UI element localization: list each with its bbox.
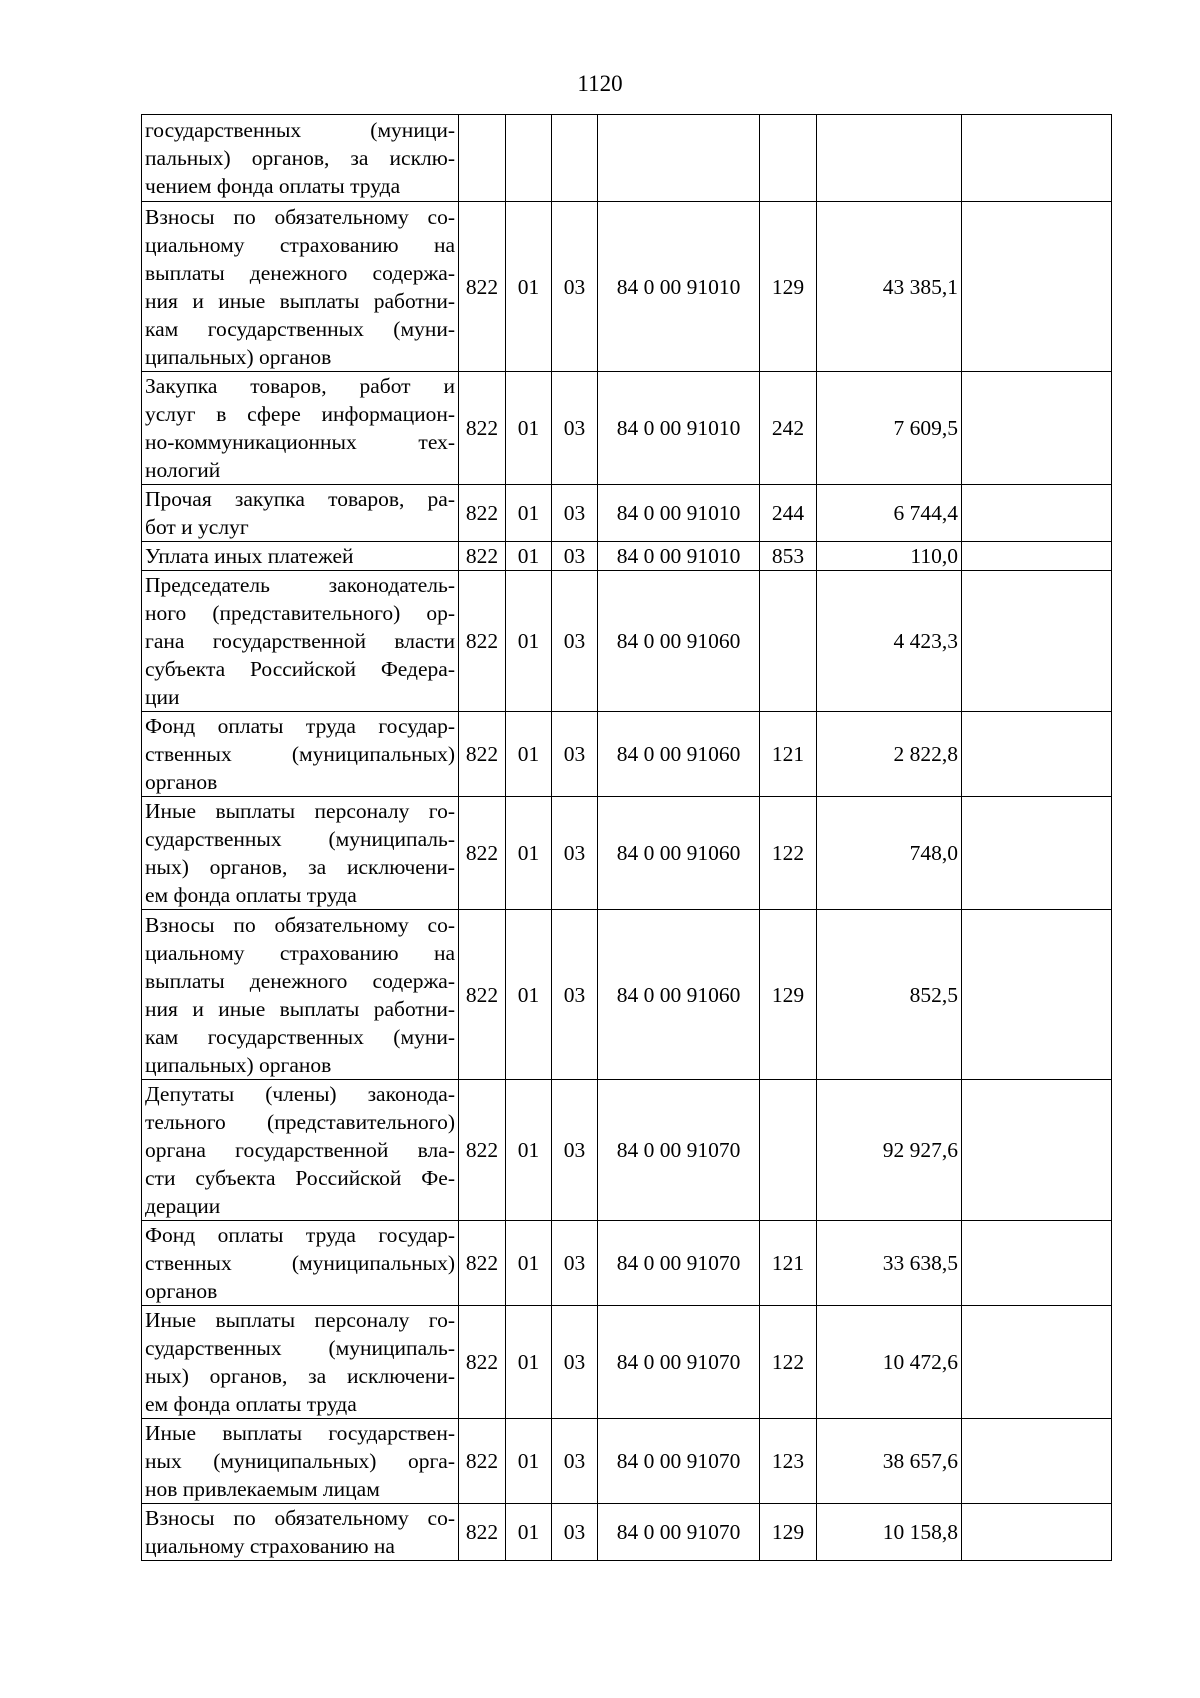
amount-cell: 6 744,4 xyxy=(817,485,962,542)
ministry-code-cell: 822 xyxy=(459,1504,506,1561)
item-name-line: Депутаты (члены) законода- xyxy=(145,1082,455,1106)
section-code-cell xyxy=(506,115,552,202)
section-code-cell: 01 xyxy=(506,1306,552,1419)
extra-amount-cell xyxy=(962,797,1112,910)
item-name-line: кам государственных (муни- xyxy=(145,316,455,341)
section-code-cell: 01 xyxy=(506,202,552,372)
subsection-code-cell: 03 xyxy=(552,1221,598,1306)
ministry-code-cell: 822 xyxy=(459,542,506,571)
expense-type-cell: 853 xyxy=(760,542,817,571)
item-name-line: органа государственной вла- xyxy=(145,1138,455,1162)
target-article-cell: 84 0 00 91010 xyxy=(598,542,760,571)
item-name-line: дерации xyxy=(145,1194,221,1218)
item-name-line: сти субъекта Российской Фе- xyxy=(145,1166,455,1190)
section-code-cell: 01 xyxy=(506,571,552,712)
ministry-code-cell: 822 xyxy=(459,910,506,1080)
expense-type-cell xyxy=(760,115,817,202)
item-name-line: Председатель законодатель- xyxy=(145,573,455,597)
item-name-line: нологий xyxy=(145,458,221,482)
amount-cell: 92 927,6 xyxy=(817,1080,962,1221)
target-article-cell: 84 0 00 91010 xyxy=(598,202,760,372)
extra-amount-cell xyxy=(962,910,1112,1080)
item-name-line: ции xyxy=(145,685,180,709)
amount-cell: 10 158,8 xyxy=(817,1504,962,1561)
item-name-line: ципальных) органов xyxy=(145,1052,332,1077)
item-name-line: но-коммуникационных тех- xyxy=(145,430,455,454)
subsection-code-cell xyxy=(552,115,598,202)
item-name-line: Взносы по обязательному со- xyxy=(145,204,455,229)
section-code-cell: 01 xyxy=(506,1504,552,1561)
target-article-cell xyxy=(598,115,760,202)
amount-cell: 4 423,3 xyxy=(817,571,962,712)
item-name-line: нов привлекаемым лицам xyxy=(145,1477,380,1501)
ministry-code-cell: 822 xyxy=(459,712,506,797)
item-name-line: Иные выплаты персоналу го- xyxy=(145,799,455,823)
amount-cell: 2 822,8 xyxy=(817,712,962,797)
table-row xyxy=(142,1221,1112,1306)
item-name-line: выплаты денежного содержа- xyxy=(145,260,455,285)
item-name-line: ных) органов, за исключени- xyxy=(145,1364,455,1388)
amount-cell: 38 657,6 xyxy=(817,1419,962,1504)
amount-cell xyxy=(817,115,962,202)
item-name-line: Взносы по обязательному со- xyxy=(145,912,455,937)
item-name-cell xyxy=(142,797,459,910)
amount-cell: 748,0 xyxy=(817,797,962,910)
item-name-line: бот и услуг xyxy=(145,515,249,539)
table-row xyxy=(142,115,1112,202)
target-article-cell: 84 0 00 91060 xyxy=(598,797,760,910)
item-name-line: Взносы по обязательному со- xyxy=(145,1506,455,1530)
item-name-line: ципальных) органов xyxy=(145,344,332,369)
extra-amount-cell xyxy=(962,1419,1112,1504)
item-name-line: циальному страхованию на xyxy=(145,232,455,257)
item-name-line: выплаты денежного содержа- xyxy=(145,968,455,993)
extra-amount-cell xyxy=(962,115,1112,202)
table-row xyxy=(142,797,1112,910)
ministry-code-cell: 822 xyxy=(459,202,506,372)
item-name-line: органов xyxy=(145,1279,218,1303)
item-name-cell xyxy=(142,115,459,202)
ministry-code-cell: 822 xyxy=(459,571,506,712)
item-name-line: ния и иные выплаты работни- xyxy=(145,288,455,313)
expense-type-cell: 122 xyxy=(760,1306,817,1419)
expense-type-cell xyxy=(760,571,817,712)
budget-table-body xyxy=(142,115,1112,1561)
ministry-code-cell: 822 xyxy=(459,1306,506,1419)
target-article-cell: 84 0 00 91060 xyxy=(598,910,760,1080)
item-name-cell xyxy=(142,910,459,1080)
table-row xyxy=(142,372,1112,485)
item-name-line: ных) органов, за исключени- xyxy=(145,855,455,879)
item-name-cell xyxy=(142,202,459,372)
expense-type-cell: 121 xyxy=(760,1221,817,1306)
subsection-code-cell: 03 xyxy=(552,372,598,485)
amount-cell: 10 472,6 xyxy=(817,1306,962,1419)
target-article-cell: 84 0 00 91070 xyxy=(598,1306,760,1419)
expense-type-cell: 122 xyxy=(760,797,817,910)
target-article-cell: 84 0 00 91060 xyxy=(598,571,760,712)
item-name-line: ем фонда оплаты труда xyxy=(145,1392,357,1416)
amount-cell: 43 385,1 xyxy=(817,202,962,372)
item-name-line: циальному страхованию на xyxy=(145,940,455,965)
target-article-cell: 84 0 00 91070 xyxy=(598,1080,760,1221)
table-row xyxy=(142,712,1112,797)
table-row xyxy=(142,910,1112,1080)
amount-cell: 7 609,5 xyxy=(817,372,962,485)
item-name-line: Иные выплаты государствен- xyxy=(145,1421,455,1445)
item-name-line: ственных (муниципальных) xyxy=(145,742,455,766)
ministry-code-cell: 822 xyxy=(459,1221,506,1306)
section-code-cell: 01 xyxy=(506,372,552,485)
table-row xyxy=(142,542,1112,571)
subsection-code-cell: 03 xyxy=(552,202,598,372)
item-name-cell xyxy=(142,1419,459,1504)
item-name-line: ем фонда оплаты труда xyxy=(145,883,357,907)
item-name-line: циальному страхованию на xyxy=(145,1534,395,1558)
target-article-cell: 84 0 00 91070 xyxy=(598,1221,760,1306)
item-name-line: Фонд оплаты труда государ- xyxy=(145,714,455,738)
target-article-cell: 84 0 00 91010 xyxy=(598,372,760,485)
item-name-line: пальных) органов, за исклю- xyxy=(145,146,455,170)
table-row xyxy=(142,1306,1112,1419)
table-row xyxy=(142,1419,1112,1504)
extra-amount-cell xyxy=(962,372,1112,485)
item-name-line: органов xyxy=(145,770,218,794)
item-name-cell xyxy=(142,712,459,797)
expense-type-cell: 129 xyxy=(760,1504,817,1561)
item-name-cell xyxy=(142,571,459,712)
extra-amount-cell xyxy=(962,1306,1112,1419)
extra-amount-cell xyxy=(962,1504,1112,1561)
item-name-line: услуг в сфере информацион- xyxy=(145,402,455,426)
subsection-code-cell: 03 xyxy=(552,571,598,712)
section-code-cell: 01 xyxy=(506,1419,552,1504)
item-name-cell xyxy=(142,372,459,485)
section-code-cell: 01 xyxy=(506,542,552,571)
section-code-cell: 01 xyxy=(506,712,552,797)
item-name-line: гана государственной власти xyxy=(145,629,455,653)
item-name-line: тельного (представительного) xyxy=(145,1110,455,1134)
table-row xyxy=(142,485,1112,542)
section-code-cell: 01 xyxy=(506,797,552,910)
subsection-code-cell: 03 xyxy=(552,1504,598,1561)
item-name-cell xyxy=(142,1080,459,1221)
subsection-code-cell: 03 xyxy=(552,712,598,797)
item-name-line: ственных (муниципальных) xyxy=(145,1251,455,1275)
item-name-line: Иные выплаты персоналу го- xyxy=(145,1308,455,1332)
expense-type-cell: 123 xyxy=(760,1419,817,1504)
table-row xyxy=(142,571,1112,712)
extra-amount-cell xyxy=(962,712,1112,797)
item-name-line: сударственных (муниципаль- xyxy=(145,827,455,851)
expense-type-cell xyxy=(760,1080,817,1221)
amount-cell: 110,0 xyxy=(817,542,962,571)
item-name-line: кам государственных (муни- xyxy=(145,1024,455,1049)
item-name-line: ния и иные выплаты работни- xyxy=(145,996,455,1021)
ministry-code-cell: 822 xyxy=(459,797,506,910)
extra-amount-cell xyxy=(962,1221,1112,1306)
item-name-line: ного (представительного) ор- xyxy=(145,601,455,625)
subsection-code-cell: 03 xyxy=(552,1306,598,1419)
amount-cell: 852,5 xyxy=(817,910,962,1080)
ministry-code-cell: 822 xyxy=(459,1080,506,1221)
table-row xyxy=(142,1504,1112,1561)
subsection-code-cell: 03 xyxy=(552,1080,598,1221)
table-row xyxy=(142,1080,1112,1221)
extra-amount-cell xyxy=(962,571,1112,712)
extra-amount-cell xyxy=(962,1080,1112,1221)
target-article-cell: 84 0 00 91070 xyxy=(598,1504,760,1561)
item-name-cell xyxy=(142,485,459,542)
subsection-code-cell: 03 xyxy=(552,485,598,542)
subsection-code-cell: 03 xyxy=(552,797,598,910)
section-code-cell: 01 xyxy=(506,910,552,1080)
item-name-line: Прочая закупка товаров, ра- xyxy=(145,487,455,511)
table-row xyxy=(142,202,1112,372)
extra-amount-cell xyxy=(962,485,1112,542)
item-name-cell xyxy=(142,1221,459,1306)
amount-cell: 33 638,5 xyxy=(817,1221,962,1306)
expense-type-cell: 129 xyxy=(760,202,817,372)
extra-amount-cell xyxy=(962,542,1112,571)
item-name-line: Уплата иных платежей xyxy=(145,544,354,568)
target-article-cell: 84 0 00 91010 xyxy=(598,485,760,542)
extra-amount-cell xyxy=(962,202,1112,372)
item-name-cell xyxy=(142,542,459,571)
item-name-line: чением фонда оплаты труда xyxy=(145,174,401,198)
ministry-code-cell: 822 xyxy=(459,1419,506,1504)
ministry-code-cell: 822 xyxy=(459,485,506,542)
ministry-code-cell xyxy=(459,115,506,202)
item-name-cell xyxy=(142,1306,459,1419)
budget-table xyxy=(141,114,1112,1561)
section-code-cell: 01 xyxy=(506,1221,552,1306)
expense-type-cell: 244 xyxy=(760,485,817,542)
section-code-cell: 01 xyxy=(506,1080,552,1221)
section-code-cell: 01 xyxy=(506,485,552,542)
item-name-cell xyxy=(142,1504,459,1561)
subsection-code-cell: 03 xyxy=(552,542,598,571)
item-name-line: государственных (муници- xyxy=(145,118,455,142)
item-name-line: сударственных (муниципаль- xyxy=(145,1336,455,1360)
subsection-code-cell: 03 xyxy=(552,1419,598,1504)
expense-type-cell: 242 xyxy=(760,372,817,485)
subsection-code-cell: 03 xyxy=(552,910,598,1080)
page-number: 1120 xyxy=(577,71,623,96)
target-article-cell: 84 0 00 91060 xyxy=(598,712,760,797)
item-name-line: Фонд оплаты труда государ- xyxy=(145,1223,455,1247)
item-name-line: ных (муниципальных) орга- xyxy=(145,1449,455,1473)
ministry-code-cell: 822 xyxy=(459,372,506,485)
item-name-line: субъекта Российской Федера- xyxy=(145,657,455,681)
target-article-cell: 84 0 00 91070 xyxy=(598,1419,760,1504)
expense-type-cell: 121 xyxy=(760,712,817,797)
expense-type-cell: 129 xyxy=(760,910,817,1080)
item-name-line: Закупка товаров, работ и xyxy=(145,374,455,398)
